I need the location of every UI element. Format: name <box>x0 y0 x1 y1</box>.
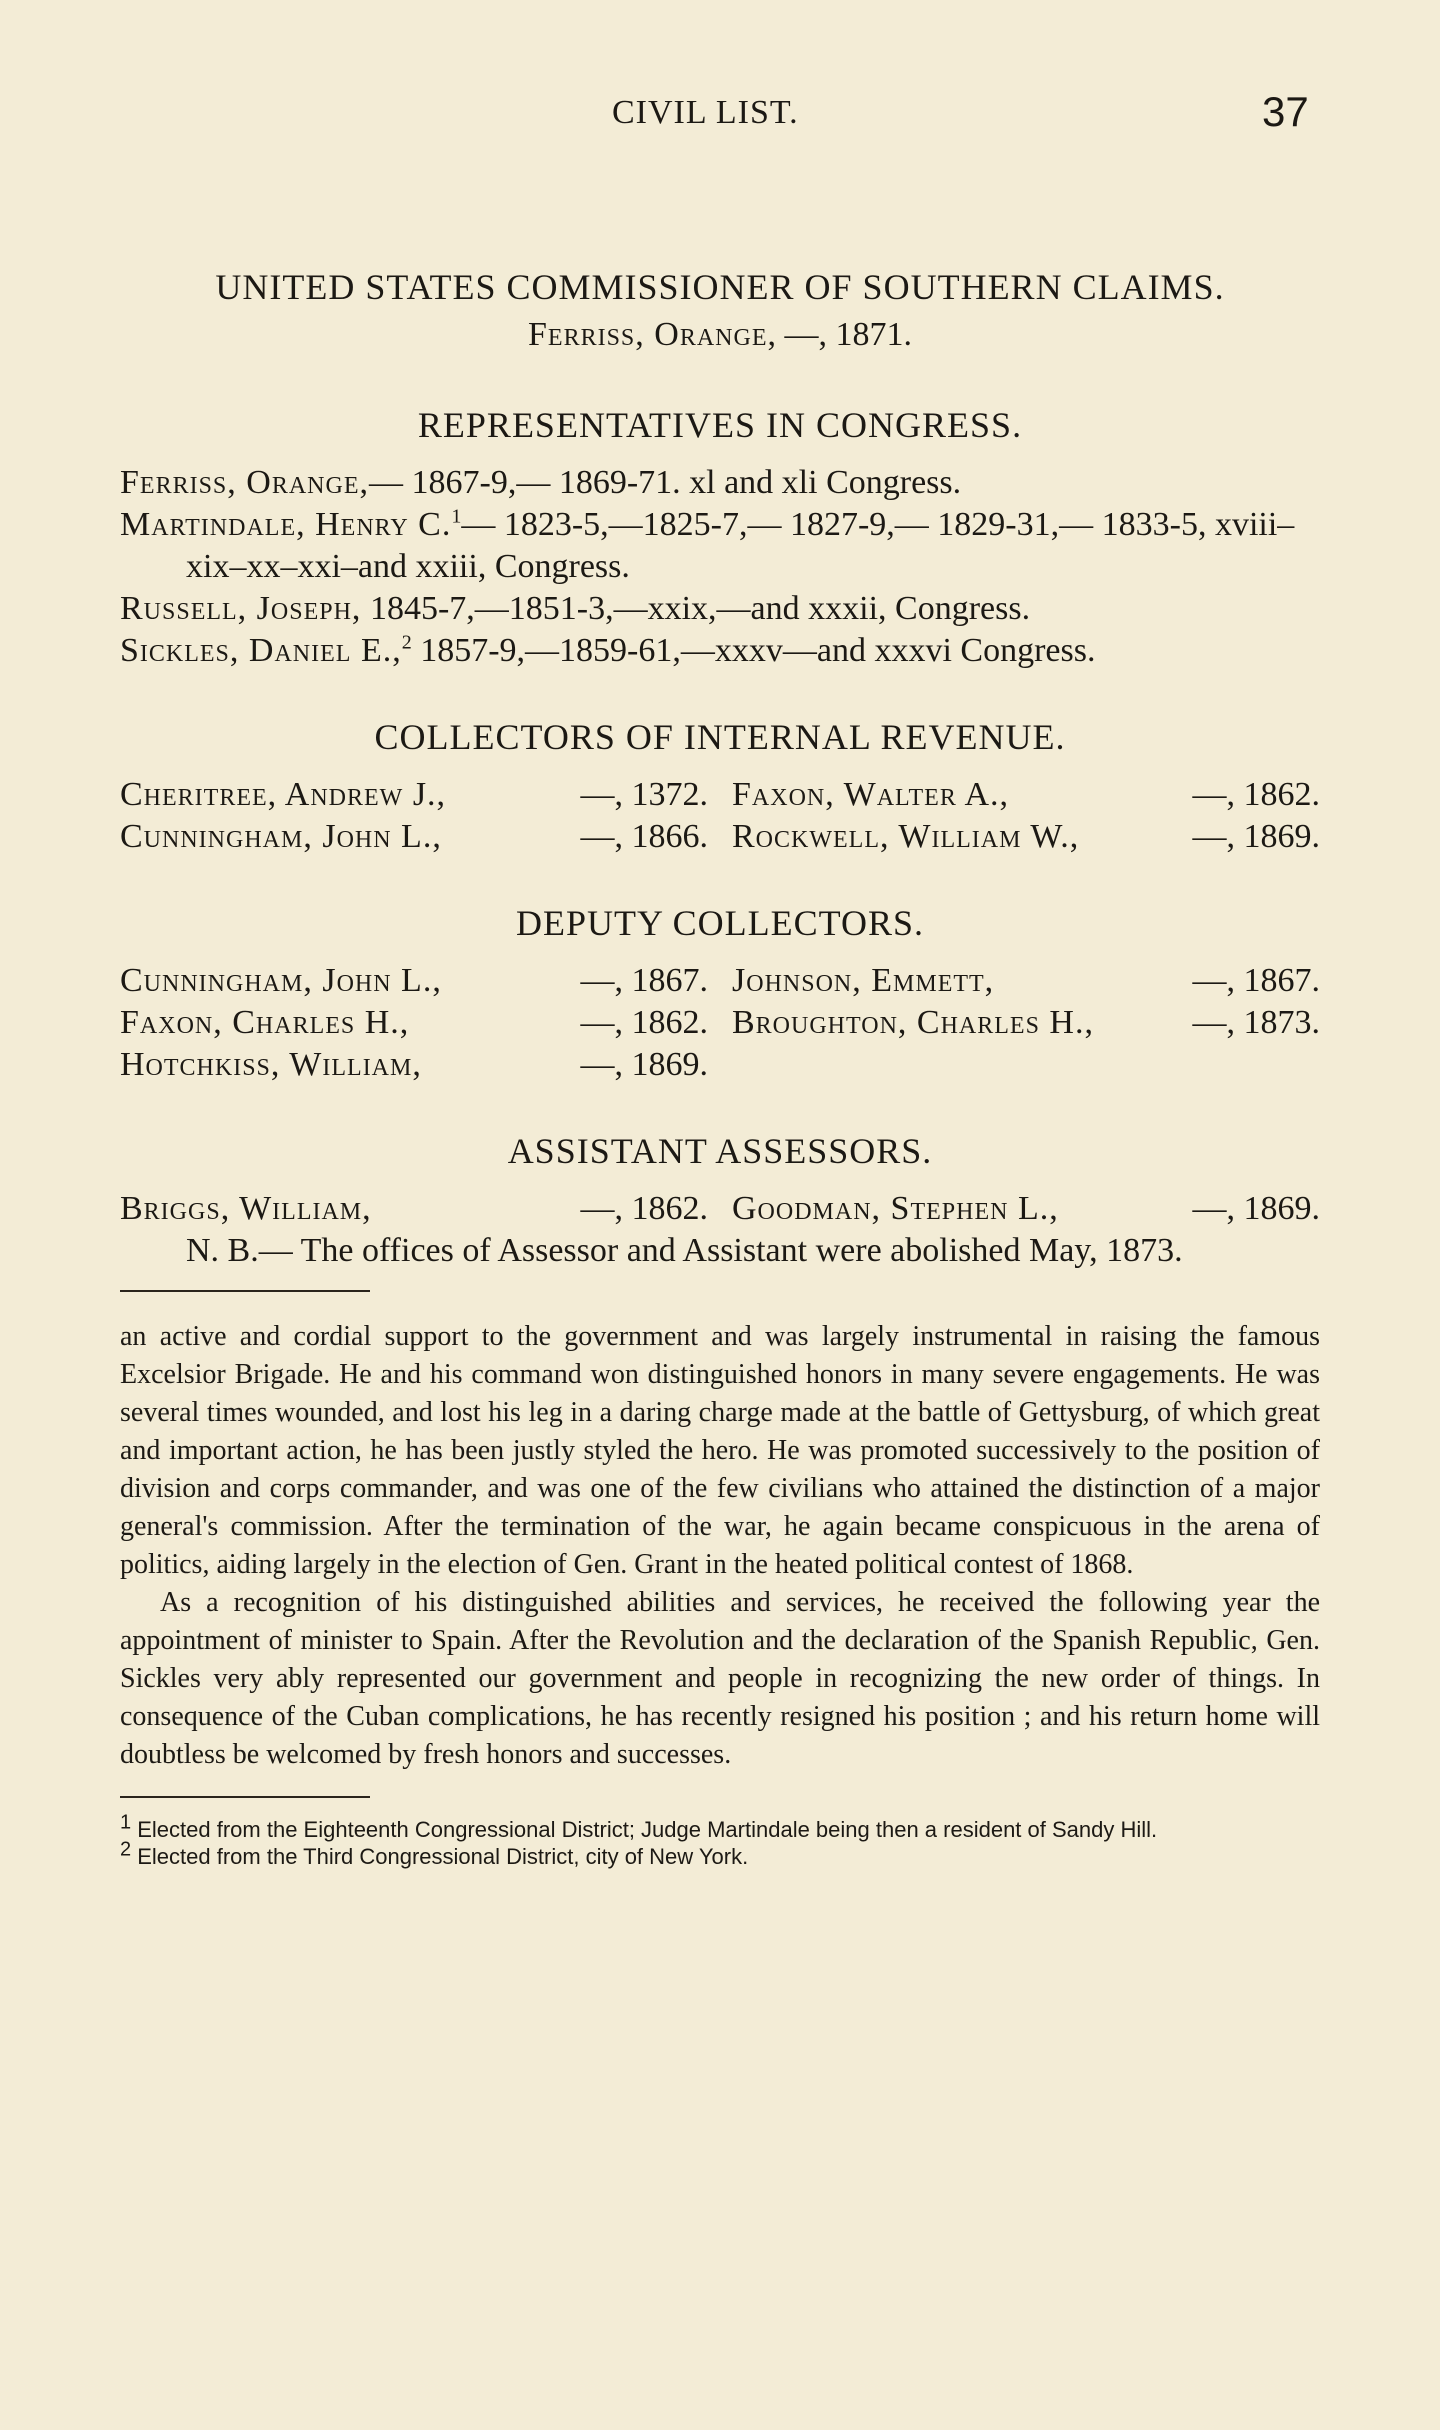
section-representatives <box>120 400 1320 672</box>
entry-name: Cheritree, Andrew J., <box>120 776 447 813</box>
page-body <box>120 262 1320 1870</box>
table-row <box>120 1188 1320 1230</box>
entry-name: Broughton, Charles H., <box>732 1004 1094 1041</box>
running-title: CIVIL LIST. <box>612 94 799 131</box>
entry-year: —, 1862. <box>580 1004 708 1041</box>
section-heading: REPRESENTATIVES IN CONGRESS. <box>417 405 1023 445</box>
entry-text: 1845-7,—1851-3,—xxix,—and xxxii, Congress. <box>361 590 1031 627</box>
entry-text: — 1867-9,— 1869-71. xl and xli Congress. <box>369 464 962 501</box>
entry-year: —, 1869. <box>1192 818 1320 855</box>
assessor-note: N. B.— The offices of Assessor and Assistant were abolished May, 1873. <box>186 1232 1183 1269</box>
entry-year: —, 1867. <box>1192 962 1320 999</box>
entry-year: —, 1862. <box>1192 776 1320 813</box>
list-item <box>120 630 1320 672</box>
footnote-mark: 2 <box>120 1838 132 1861</box>
entry-name: Martindale, Henry C. <box>120 506 452 543</box>
list-item <box>120 504 1320 588</box>
entry-name: Ferriss, Orange, <box>120 464 369 501</box>
section-heading: DEPUTY COLLECTORS. <box>515 903 925 943</box>
entry-year: —, 1867. <box>580 962 708 999</box>
entry-name: Briggs, William, <box>120 1190 372 1227</box>
entry-name: Russell, Joseph, <box>120 590 362 627</box>
section-heading: UNITED STATES COMMISSIONER OF SOUTHERN CLAIMS. <box>215 267 1225 307</box>
footnote-divider <box>120 1796 370 1798</box>
footnote-text: Elected from the Eighteenth Congressional District; Judge Martindale being then a resident of Sandy Hill. <box>137 1817 1158 1842</box>
entry-year: —, 1869. <box>580 1046 708 1083</box>
entry-year: —, 1862. <box>580 1190 708 1227</box>
page-number: 37 <box>1262 88 1309 135</box>
assistant-assessors-list <box>120 1188 1320 1272</box>
list-item <box>120 462 1320 504</box>
entry-name: Faxon, Walter A., <box>732 776 1010 813</box>
table-row <box>120 1044 1320 1086</box>
footnote-divider <box>120 1290 370 1292</box>
section-collectors <box>120 712 1320 858</box>
table-row <box>120 960 1320 1002</box>
entry-name: Cunningham, John L., <box>120 818 442 855</box>
section-heading: COLLECTORS OF INTERNAL REVENUE. <box>374 717 1066 757</box>
section-southern-claims <box>120 262 1320 356</box>
footnote-marker: 2 <box>401 631 412 654</box>
deputy-collectors-list <box>120 960 1320 1086</box>
note-paragraph: an active and cordial support to the government and was largely instrumental in raising the famous Excelsior Brigade. He and his command won distinguished honors in many severe engagements. He was several times wounded, and lost his leg in a daring charge made at the battle of Gettysburg, of which great and important action, he has been justly styled the hero. He was promoted successively to the position of division and corps commander, and was one of the few civilians who attained the distinction of a major general's commission. After the termination of the war, he again became conspicuous in the arena of politics, aiding largely in the election of Gen. Grant in the heated political contest of 1868. <box>120 1321 1320 1580</box>
section-deputy-collectors <box>120 898 1320 1086</box>
footnote <box>120 1811 1320 1843</box>
note-paragraph: As a recognition of his distinguished abilities and services, he received the following year the appointment of minister to Spain. After the Revolution and the declaration of the Spanish Republic, Gen. Sickles very ably represented our government and people in recognizing the new order of things. In consequence of the Cuban complications, he has recently resigned his position ; and his return home will doubtless be welcomed by fresh honors and successes. <box>120 1587 1320 1770</box>
commissioner-years: , —, 1871. <box>767 316 912 353</box>
entry-year: —, 1873. <box>1192 1004 1320 1041</box>
table-row <box>120 774 1320 816</box>
commissioner-name: Ferriss, Orange <box>528 316 768 353</box>
footnotes <box>120 1811 1320 1870</box>
entry-year: —, 1372. <box>580 776 708 813</box>
entry-name: Cunningham, John L., <box>120 962 442 999</box>
entry-year: —, 1866. <box>580 818 708 855</box>
entry-text: — 1823-5,—1825-7,— 1827-9,— 1829-31,— 1833-5, xviii–xix–xx–xxi–and xxiii, Congress. <box>186 506 1295 585</box>
entry-name: Rockwell, William W., <box>732 818 1080 855</box>
footnote-text: Elected from the Third Congressional District, city of New York. <box>137 1844 749 1869</box>
entry-name: Hotchkiss, William, <box>120 1046 422 1083</box>
commissioner-entry <box>120 314 1320 356</box>
table-row <box>120 1002 1320 1044</box>
section-heading: ASSISTANT ASSESSORS. <box>507 1131 933 1171</box>
running-head <box>0 88 1440 138</box>
representatives-list <box>120 462 1320 672</box>
continued-note <box>120 1318 1320 1774</box>
entry-year: —, 1869. <box>1192 1190 1320 1227</box>
list-item <box>120 588 1320 630</box>
section-assistant-assessors <box>120 1126 1320 1272</box>
entry-name: Faxon, Charles H., <box>120 1004 410 1041</box>
entry-name: Sickles, Daniel E., <box>120 632 402 669</box>
entry-text: 1857-9,—1859-61,—xxxv—and xxxvi Congress. <box>411 632 1096 669</box>
entry-name: Goodman, Stephen L., <box>732 1190 1059 1227</box>
footnote-marker: 1 <box>451 505 462 528</box>
footnote <box>120 1838 1320 1870</box>
collectors-list <box>120 774 1320 858</box>
entry-name: Johnson, Emmett, <box>732 962 995 999</box>
table-row <box>120 816 1320 858</box>
footnote-mark: 1 <box>120 1811 132 1834</box>
